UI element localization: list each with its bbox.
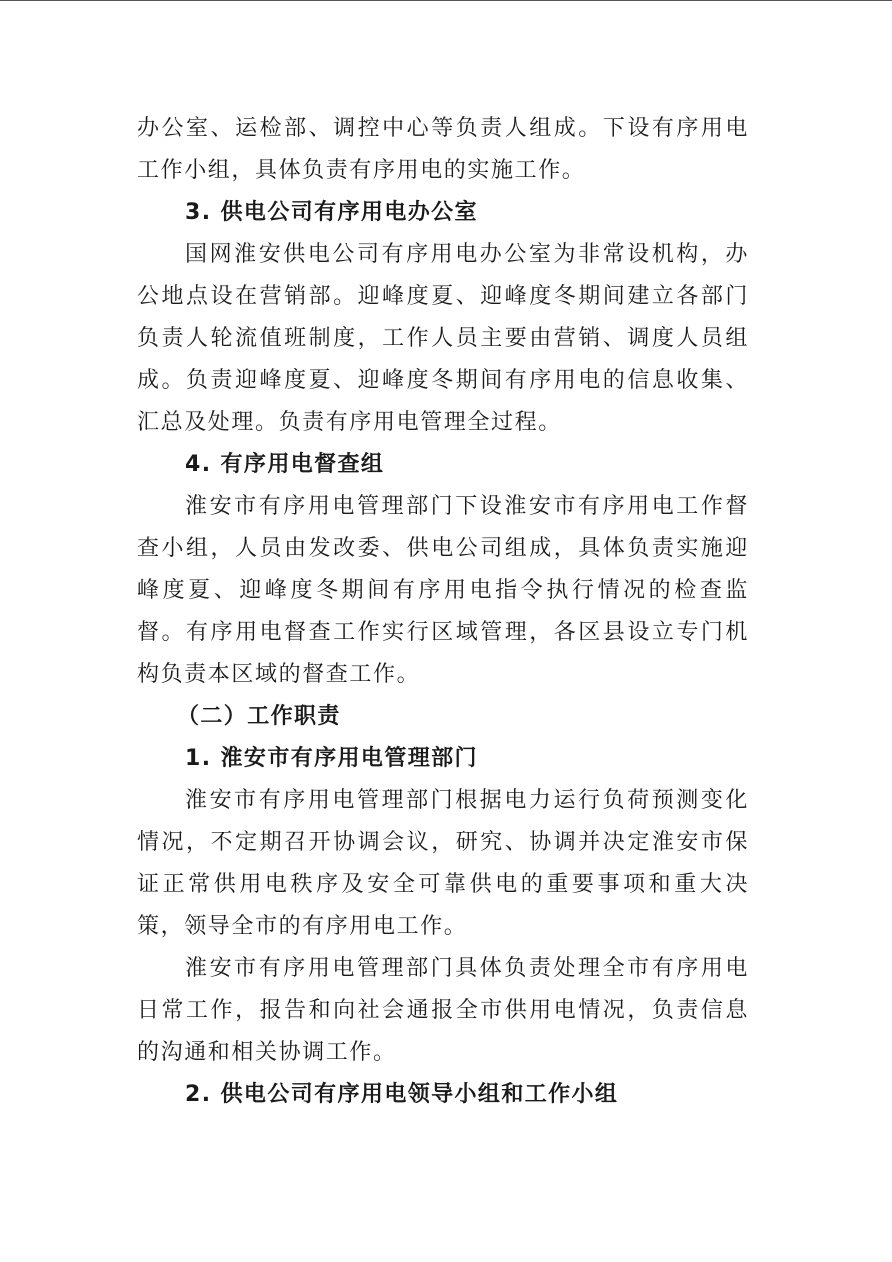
section-heading-responsibilities: （二）工作职责: [177, 704, 341, 729]
heading-management-department: 1. 淮安市有序用电管理部门: [185, 746, 478, 771]
page-top-border: [0, 0, 892, 1]
paragraph-management-duties: 淮安市有序用电管理部门根据电力运行负荷预测变化情况，不定期召开协调会议，研究、协调并决定淮安市保证正常供用电秩序及安全可靠供电的重要事项和重大决策，领导全市的有序用电工作。: [137, 788, 749, 939]
heading-leadership-group: 2. 供电公司有序用电领导小组和工作小组: [185, 1082, 619, 1107]
heading-inspection-group: 4. 有序用电督查组: [185, 452, 385, 477]
paragraph-inspection-description: 淮安市有序用电管理部门下设淮安市有序用电工作督查小组，人员由发改委、供电公司组成，具体负责实施迎峰度夏、迎峰度冬期间有序用电指令执行情况的检查监督。有序用电督查工作实行区域管理，各区县设立专门机构负责本区域的督查工作。: [137, 494, 749, 687]
document-page: [137, 108, 749, 1116]
paragraph-office-description: 国网淮安供电公司有序用电办公室为非常设机构，办公地点设在营销部。迎峰度夏、迎峰度冬期间建立各部门负责人轮流值班制度，工作人员主要由营销、调度人员组成。负责迎峰度夏、迎峰度冬期间有序用电的信息收集、汇总及处理。负责有序用电管理全过程。: [137, 242, 749, 435]
paragraph-management-daily-work: 淮安市有序用电管理部门具体负责处理全市有序用电日常工作，报告和向社会通报全市供用电情况，负责信息的沟通和相关协调工作。: [137, 956, 749, 1065]
heading-power-company-office: 3. 供电公司有序用电办公室: [185, 200, 478, 225]
paragraph-continuation: 办公室、运检部、调控中心等负责人组成。下设有序用电工作小组，具体负责有序用电的实施工作。: [137, 116, 749, 183]
